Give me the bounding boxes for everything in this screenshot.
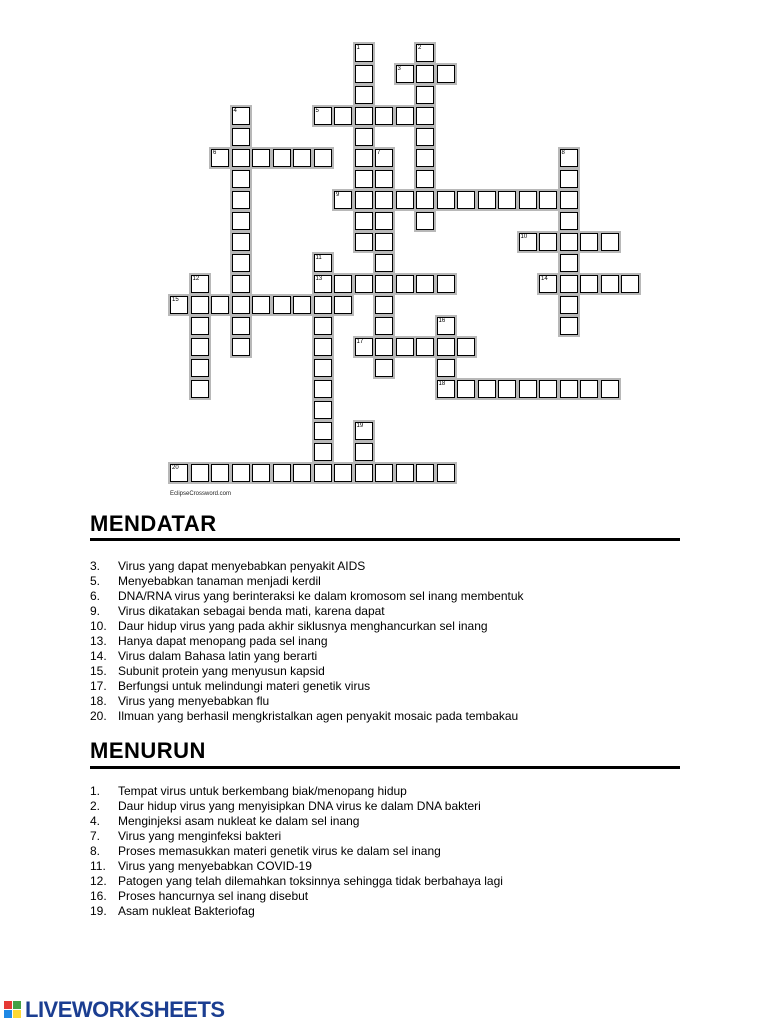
crossword-cell[interactable]: [355, 107, 373, 125]
crossword-cell[interactable]: [416, 65, 434, 83]
cell-number: 17: [356, 339, 364, 345]
cell-number: 10: [520, 234, 528, 240]
crossword-cell[interactable]: [273, 464, 291, 482]
crossword-cell[interactable]: [437, 65, 455, 83]
crossword-cell[interactable]: [273, 296, 291, 314]
crossword-cell[interactable]: [437, 191, 455, 209]
crossword-cell[interactable]: [375, 464, 393, 482]
crossword-cell[interactable]: [191, 380, 209, 398]
clue-text: Menginjeksi asam nukleat ke dalam sel inang: [118, 814, 360, 828]
clue-text: Virus dikatakan sebagai benda mati, karena dapat: [118, 604, 385, 618]
clue-number: 6.: [90, 589, 101, 603]
crossword-cell[interactable]: [621, 275, 639, 293]
crossword-cell[interactable]: [478, 380, 496, 398]
logo-square: [13, 1001, 21, 1009]
crossword-cell[interactable]: [232, 128, 250, 146]
crossword-cell[interactable]: [355, 149, 373, 167]
logo-square: [4, 1001, 12, 1009]
crossword-cell[interactable]: [416, 86, 434, 104]
crossword-cell[interactable]: [191, 275, 209, 293]
crossword-cell[interactable]: [560, 212, 578, 230]
crossword-cell[interactable]: [416, 338, 434, 356]
crossword-cell[interactable]: [416, 464, 434, 482]
crossword-cell[interactable]: [560, 296, 578, 314]
mendatar-clue-7: [90, 664, 524, 679]
crossword-cell[interactable]: [457, 191, 475, 209]
crossword-cell[interactable]: [478, 191, 496, 209]
clue-number: 17.: [90, 679, 107, 693]
crossword-cell[interactable]: [375, 191, 393, 209]
liveworksheets-logo-icon: [4, 1001, 22, 1019]
crossword-cell[interactable]: [519, 380, 537, 398]
crossword-cell[interactable]: [191, 296, 209, 314]
crossword-cell[interactable]: [252, 149, 270, 167]
crossword-cell[interactable]: [375, 149, 393, 167]
crossword-cell[interactable]: [560, 233, 578, 251]
clue-number: 16.: [90, 889, 107, 903]
crossword-cell[interactable]: [375, 212, 393, 230]
crossword-cell[interactable]: [355, 128, 373, 146]
crossword-cell[interactable]: [498, 380, 516, 398]
crossword-cell[interactable]: [355, 191, 373, 209]
clue-text: Proses hancurnya sel inang disebut: [118, 889, 309, 903]
crossword-cell[interactable]: [232, 191, 250, 209]
clue-number: 3.: [90, 559, 101, 573]
crossword-cell[interactable]: [560, 317, 578, 335]
crossword-cell[interactable]: [355, 443, 373, 461]
crossword-cell[interactable]: [560, 149, 578, 167]
menurun-clue-4: [90, 844, 503, 859]
crossword-cell[interactable]: [416, 128, 434, 146]
cell-number: 2: [418, 45, 422, 51]
crossword-cell[interactable]: [232, 296, 250, 314]
crossword-cell[interactable]: [560, 275, 578, 293]
crossword-cell[interactable]: [416, 149, 434, 167]
crossword-cell[interactable]: [560, 191, 578, 209]
clue-number: 8.: [90, 844, 101, 858]
clue-number: 1.: [90, 784, 101, 798]
crossword-cell[interactable]: [232, 170, 250, 188]
crossword-grid: [0, 0, 768, 500]
cell-number: 14: [541, 276, 548, 282]
clue-number: 19.: [90, 904, 107, 918]
cell-number: 4: [233, 108, 237, 114]
menurun-clue-list: [90, 784, 503, 919]
crossword-cell[interactable]: [211, 149, 229, 167]
mendatar-clue-10: [90, 709, 524, 724]
mendatar-clue-list: [90, 559, 524, 724]
mendatar-clue-5: [90, 634, 524, 649]
clue-number: 5.: [90, 574, 101, 588]
clue-number: 2.: [90, 799, 101, 813]
menurun-rule: [90, 766, 680, 769]
cell-number: 6: [213, 150, 217, 156]
crossword-cell[interactable]: [375, 338, 393, 356]
crossword-cell[interactable]: [375, 296, 393, 314]
cell-number: 13: [315, 276, 323, 282]
crossword-cell[interactable]: [232, 107, 250, 125]
clue-number: 10.: [90, 619, 107, 633]
crossword-cell[interactable]: [355, 233, 373, 251]
mendatar-heading: MENDATAR: [90, 511, 217, 536]
crossword-cell[interactable]: [334, 464, 352, 482]
crossword-cell[interactable]: [314, 254, 332, 272]
clue-number: 11.: [90, 859, 106, 873]
crossword-cell[interactable]: [375, 254, 393, 272]
crossword-cell[interactable]: [437, 359, 455, 377]
crossword-cell[interactable]: [334, 296, 352, 314]
crossword-cell[interactable]: [334, 191, 352, 209]
crossword-cell[interactable]: [191, 359, 209, 377]
cell-number: 8: [561, 150, 565, 156]
crossword-cell[interactable]: [293, 464, 311, 482]
clue-number: 7.: [90, 829, 101, 843]
crossword-cell[interactable]: [355, 86, 373, 104]
crossword-cell[interactable]: [375, 170, 393, 188]
cell-number: 3: [397, 66, 401, 72]
crossword-cell[interactable]: [232, 149, 250, 167]
mendatar-clue-6: [90, 649, 524, 664]
brand-name: LIVEWORKSHEETS: [25, 997, 225, 1022]
crossword-cell[interactable]: [314, 149, 332, 167]
clue-text: Virus yang menginfeksi bakteri: [118, 829, 282, 843]
clue-number: 20.: [90, 709, 107, 723]
crossword-cell[interactable]: [375, 359, 393, 377]
crossword-cell[interactable]: [334, 107, 352, 125]
crossword-cell[interactable]: [211, 296, 229, 314]
clue-text: Virus dalam Bahasa latin yang berarti: [118, 649, 318, 663]
clue-text: Virus yang menyebabkan flu: [118, 694, 270, 708]
crossword-cell[interactable]: [539, 380, 557, 398]
crossword-cell[interactable]: [539, 233, 557, 251]
clue-number: 18.: [90, 694, 107, 708]
clue-text: Patogen yang telah dilemahkan toksinnya sehingga tidak berbahaya lagi: [118, 874, 503, 888]
cell-number: 19: [356, 423, 364, 429]
cell-number: 7: [377, 150, 381, 156]
crossword-cell[interactable]: [437, 464, 455, 482]
mendatar-clue-0: [90, 559, 524, 574]
crossword-cell[interactable]: [232, 275, 250, 293]
crossword-cell[interactable]: [498, 191, 516, 209]
clue-text: Berfungsi untuk melindungi materi genetik virus: [118, 679, 371, 693]
logo-square: [13, 1010, 21, 1018]
cell-number: 20: [172, 465, 179, 471]
crossword-cell[interactable]: [396, 107, 414, 125]
crossword-cell[interactable]: [457, 380, 475, 398]
crossword-cell[interactable]: [416, 275, 434, 293]
crossword-cell[interactable]: [232, 212, 250, 230]
crossword-cell[interactable]: [396, 338, 414, 356]
clue-number: 12.: [90, 874, 107, 888]
crossword-cell[interactable]: [355, 170, 373, 188]
crossword-cell[interactable]: [580, 275, 598, 293]
cell-number: 12: [192, 276, 200, 282]
crossword-cell[interactable]: [232, 317, 250, 335]
cell-number: 5: [315, 108, 319, 114]
crossword-cell[interactable]: [601, 233, 619, 251]
crossword-cell[interactable]: [519, 191, 537, 209]
mendatar-clue-3: [90, 604, 524, 619]
crossword-cell[interactable]: [314, 317, 332, 335]
clue-text: Tempat virus untuk berkembang biak/menopang hidup: [118, 784, 407, 798]
crossword-credit: EclipseCrossword.com: [170, 491, 232, 497]
crossword-cell[interactable]: [416, 191, 434, 209]
crossword-cell[interactable]: [560, 380, 578, 398]
clue-text: Ilmuan yang berhasil mengkristalkan agen penyakit mosaic pada tembakau: [118, 709, 519, 723]
clue-text: Asam nukleat Bakteriofag: [118, 904, 255, 918]
clue-text: Virus yang dapat menyebabkan penyakit AIDS: [118, 559, 366, 573]
crossword-cell[interactable]: [293, 149, 311, 167]
cell-number: 16: [438, 318, 446, 324]
clue-text: DNA/RNA virus yang berinteraksi ke dalam kromosom sel inang membentuk: [118, 589, 524, 603]
liveworksheets-logo[interactable]: [4, 998, 225, 1022]
crossword-cell[interactable]: [232, 254, 250, 272]
crossword-cell[interactable]: [211, 464, 229, 482]
crossword-cell[interactable]: [191, 464, 209, 482]
crossword-cell[interactable]: [314, 296, 332, 314]
crossword-cell[interactable]: [416, 212, 434, 230]
crossword-cell[interactable]: [416, 170, 434, 188]
crossword-cell[interactable]: [252, 464, 270, 482]
crossword-cell[interactable]: [396, 275, 414, 293]
crossword-cell[interactable]: [416, 44, 434, 62]
menurun-heading: MENURUN: [90, 738, 206, 763]
crossword-cell[interactable]: [437, 317, 455, 335]
crossword-cell[interactable]: [416, 107, 434, 125]
cell-number: 1: [356, 45, 360, 51]
crossword-cell[interactable]: [375, 233, 393, 251]
crossword-cell[interactable]: [396, 65, 414, 83]
menurun-clue-8: [90, 904, 503, 919]
crossword-cell[interactable]: [170, 464, 188, 482]
crossword-cell[interactable]: [232, 338, 250, 356]
crossword-cell[interactable]: [170, 296, 188, 314]
clue-number: 4.: [90, 814, 101, 828]
crossword-cell[interactable]: [355, 275, 373, 293]
menurun-clue-5: [90, 859, 503, 874]
menurun-clue-2: [90, 814, 503, 829]
crossword-cell[interactable]: [273, 149, 291, 167]
clue-number: 14.: [90, 649, 107, 663]
crossword-cell[interactable]: [314, 443, 332, 461]
cell-number: 11: [315, 255, 322, 261]
clue-text: Subunit protein yang menyusun kapsid: [118, 664, 325, 678]
clue-number: 13.: [90, 634, 107, 648]
crossword-cell[interactable]: [314, 380, 332, 398]
clue-number: 15.: [90, 664, 107, 678]
crossword-cell[interactable]: [519, 233, 537, 251]
crossword-cell[interactable]: [293, 296, 311, 314]
mendatar-clue-4: [90, 619, 524, 634]
clue-text: Proses memasukkan materi genetik virus ke dalam sel inang: [118, 844, 441, 858]
menurun-clue-1: [90, 799, 503, 814]
crossword-cell[interactable]: [601, 380, 619, 398]
crossword-cell[interactable]: [355, 464, 373, 482]
clue-text: Daur hidup virus yang pada akhir siklusnya menghancurkan sel inang: [118, 619, 488, 633]
mendatar-clue-1: [90, 574, 524, 589]
crossword-cell[interactable]: [191, 317, 209, 335]
crossword-cell[interactable]: [314, 107, 332, 125]
crossword-cell[interactable]: [314, 338, 332, 356]
crossword-cell[interactable]: [314, 464, 332, 482]
crossword-cell[interactable]: [375, 275, 393, 293]
cell-number: 15: [172, 297, 179, 303]
mendatar-clue-2: [90, 589, 524, 604]
clue-text: Hanya dapat menopang pada sel inang: [118, 634, 328, 648]
crossword-cell[interactable]: [396, 191, 414, 209]
crossword-cell[interactable]: [375, 107, 393, 125]
mendatar-clue-9: [90, 694, 524, 709]
cell-number: 18: [438, 381, 446, 387]
crossword-cell[interactable]: [232, 464, 250, 482]
crossword-cell[interactable]: [539, 191, 557, 209]
crossword-cell[interactable]: [314, 275, 332, 293]
menurun-clue-0: [90, 784, 503, 799]
crossword-cell[interactable]: [355, 338, 373, 356]
clue-text: Daur hidup virus yang menyisipkan DNA virus ke dalam DNA bakteri: [118, 799, 481, 813]
crossword-cell[interactable]: [314, 422, 332, 440]
crossword-cell[interactable]: [560, 170, 578, 188]
logo-square: [4, 1010, 12, 1018]
crossword-cell[interactable]: [580, 233, 598, 251]
crossword-cell[interactable]: [355, 44, 373, 62]
crossword-cell[interactable]: [437, 275, 455, 293]
menurun-clue-6: [90, 874, 503, 889]
menurun-clue-3: [90, 829, 503, 844]
crossword-cell[interactable]: [437, 380, 455, 398]
menurun-clue-7: [90, 889, 503, 904]
crossword-cell[interactable]: [601, 275, 619, 293]
crossword-cell[interactable]: [560, 254, 578, 272]
mendatar-rule: [90, 538, 680, 541]
crossword-cell[interactable]: [437, 338, 455, 356]
clue-number: 9.: [90, 604, 101, 618]
crossword-cell[interactable]: [355, 65, 373, 83]
crossword-cell[interactable]: [191, 338, 209, 356]
clue-text: Virus yang menyebabkan COVID-19: [118, 859, 312, 873]
crossword-cell[interactable]: [355, 212, 373, 230]
mendatar-clue-8: [90, 679, 524, 694]
crossword-cell[interactable]: [580, 380, 598, 398]
crossword-cell[interactable]: [375, 317, 393, 335]
crossword-cell[interactable]: [539, 275, 557, 293]
crossword-cell[interactable]: [314, 401, 332, 419]
crossword-cell[interactable]: [232, 233, 250, 251]
crossword-cell[interactable]: [314, 359, 332, 377]
crossword-cell[interactable]: [355, 422, 373, 440]
crossword-cell[interactable]: [334, 275, 352, 293]
crossword-cell[interactable]: [252, 296, 270, 314]
crossword-cell[interactable]: [457, 338, 475, 356]
crossword-cell[interactable]: [396, 464, 414, 482]
clue-text: Menyebabkan tanaman menjadi kerdil: [118, 574, 321, 588]
cell-number: 9: [336, 192, 340, 198]
